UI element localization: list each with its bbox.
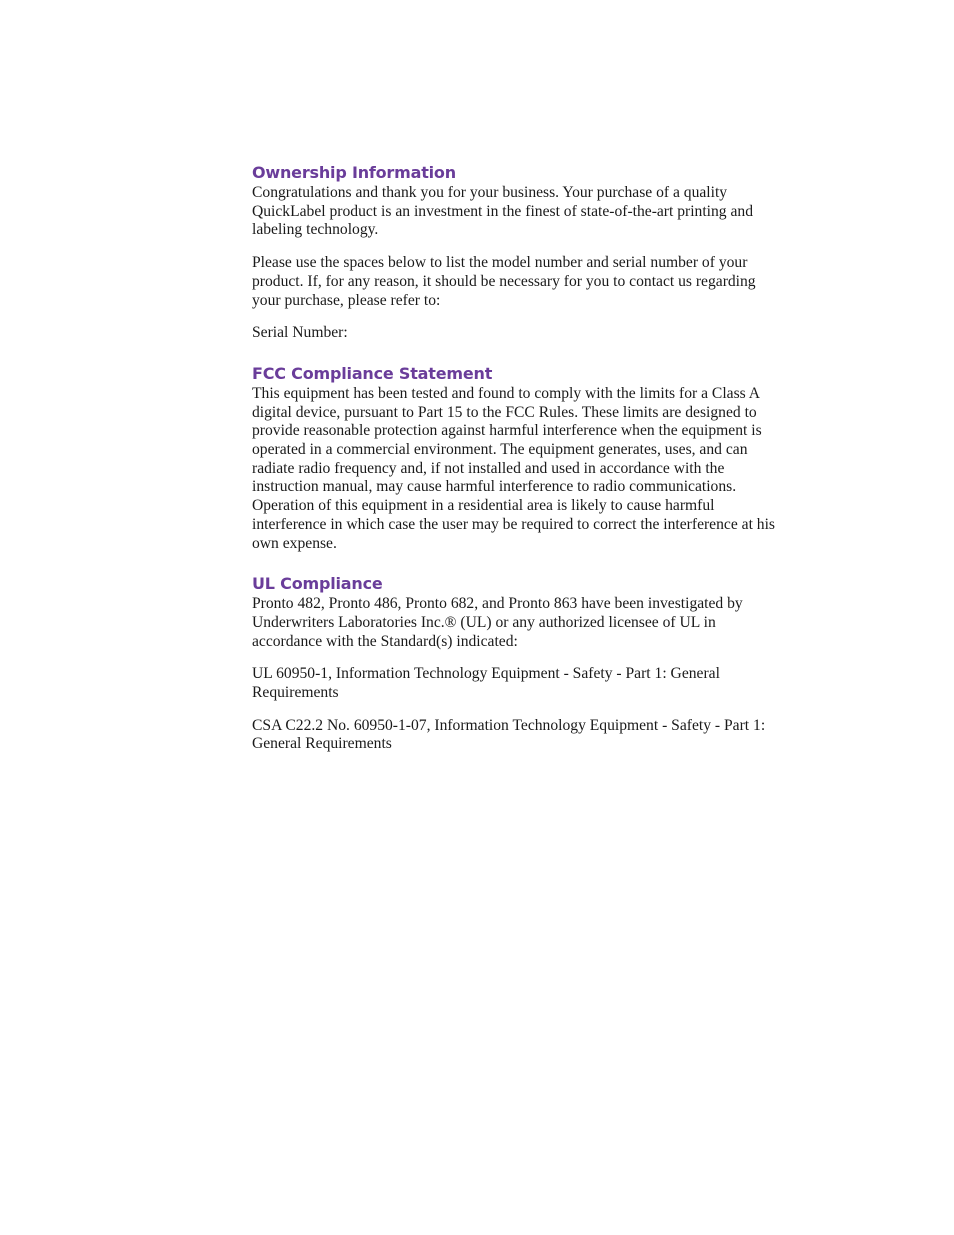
ul-standard-1: UL 60950-1, Information Technology Equipment - Safety - Part 1: General Requirements (252, 665, 720, 702)
ul-heading: UL Compliance (252, 574, 383, 594)
ownership-paragraph-2: Please use the spaces below to list the model number and serial number of your product. If, for any reason, it should be necessary for you to contact us regarding your purchase, please refer to: (252, 254, 756, 309)
fcc-section (252, 363, 787, 553)
ownership-section (252, 162, 787, 343)
ul-standard-2: CSA C22.2 No. 60950-1-07, Information Technology Equipment - Safety - Part 1: General Requirements (252, 716, 766, 753)
serial-number-label: Serial Number: (252, 324, 348, 342)
ul-section (252, 573, 787, 754)
document-page (252, 162, 787, 754)
fcc-paragraph: This equipment has been tested and found to comply with the limits for a Class A digital device, pursuant to Part 15 to the FCC Rules. These limits are designed to provide reasonable protection against harmful interference when the equipment is operated in a commercial environment. The equipment generates, uses, and can radiate radio frequency and, if not installed and used in accordance with the instruction manual, may cause harmful interference to radio communications. Operation of this equipment in a residential area is likely to cause harmful interference in which case the user may be required to correct the interference at his own expense. (252, 384, 775, 552)
ownership-paragraph-1: Congratulations and thank you for your business. Your purchase of a quality QuickLabel product is an investment in the finest of state-of-the-art printing and labeling technology. (252, 184, 754, 239)
fcc-heading: FCC Compliance Statement (252, 363, 493, 383)
ownership-heading: Ownership Information (252, 163, 456, 182)
ul-paragraph-1: Pronto 482, Pronto 486, Pronto 682, and Pronto 863 have been investigated by Underwriters Laboratories Inc.® (UL) or any authorized licensee of UL in accordance with the Standard(s) indicated: (252, 595, 743, 650)
